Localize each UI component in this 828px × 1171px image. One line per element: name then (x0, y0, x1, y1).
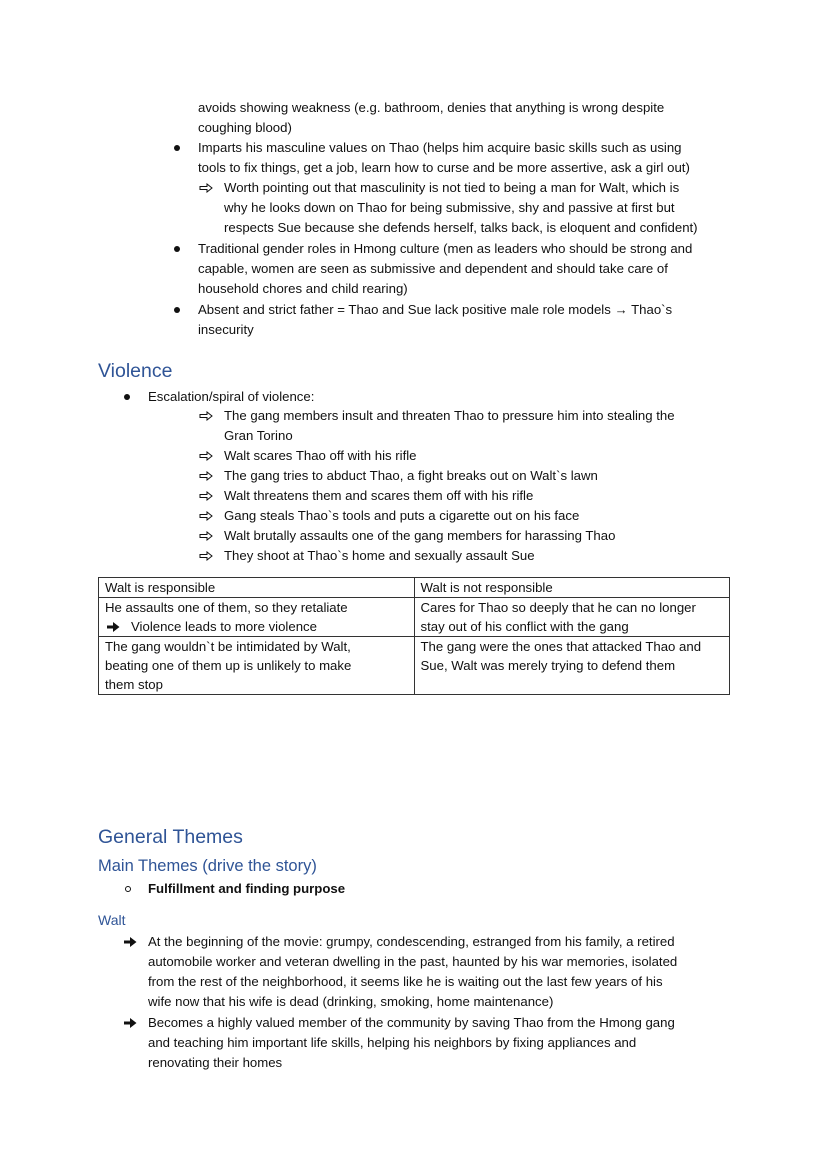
violence-step: The gang tries to abduct Thao, a fight breaks out on Walt`s lawn (224, 468, 598, 483)
table-cell-text: beating one of them up is unlikely to make (105, 658, 352, 673)
table-cell-text: Sue, Walt was merely trying to defend them (420, 658, 676, 673)
outline-arrow-icon (199, 451, 213, 461)
table-cell (99, 598, 415, 637)
table-cell-text: He assaults one of them, so they retaliate (105, 600, 348, 615)
text-line: tools to fix things, get a job, learn how to curse and be more assertive, ask a girl out) (198, 160, 690, 175)
section-heading-general-themes: General Themes (98, 826, 243, 848)
text-line: capable, women are seen as submissive and dependent and should take care of (198, 261, 668, 276)
text-line: Escalation/spiral of violence: (148, 389, 315, 404)
text-line: insecurity (198, 322, 254, 337)
text-line: wife now that his wife is dead (drinking, smoking, home maintenance) (148, 994, 554, 1009)
outline-arrow-icon (199, 471, 213, 481)
table-cell (99, 637, 415, 695)
text-line: household chores and child rearing) (198, 281, 408, 296)
outline-arrow-icon (199, 183, 213, 193)
bullet-dot-icon (174, 307, 180, 313)
theme-item: Fulfillment and finding purpose (148, 881, 346, 896)
text-line: Absent and strict father = Thao and Sue lack positive male role models → Thao`s (198, 302, 673, 317)
text-line: At the beginning of the movie: grumpy, condescending, estranged from his family, a retired (148, 934, 675, 949)
text-line: Becomes a highly valued member of the community by saving Thao from the Hmong gang (148, 1015, 675, 1030)
table-cell-text: Cares for Thao so deeply that he can no longer (420, 600, 696, 615)
violence-step: They shoot at Thao`s home and sexually assault Sue (224, 548, 535, 563)
outline-arrow-icon (199, 511, 213, 521)
text-line: and teaching him important life skills, helping his neighbors by fixing appliances and (148, 1035, 637, 1050)
text-line: why he looks down on Thao for being submissive, shy and passive at first but (224, 200, 675, 215)
table-row (99, 598, 730, 637)
outline-arrow-icon (199, 491, 213, 501)
table-cell-text: The gang wouldn`t be intimidated by Walt, (105, 639, 351, 654)
table-cell (414, 637, 730, 695)
violence-step: Walt threatens them and scares them off with his rifle (224, 488, 534, 503)
bullet-dot-icon (124, 394, 130, 400)
bullet-dot-icon (174, 246, 180, 252)
bold-arrow-icon (124, 1017, 137, 1029)
table-cell-text: them stop (105, 677, 163, 692)
subheading-main-themes: Main Themes (drive the story) (98, 857, 317, 875)
hollow-bullet-icon (125, 886, 131, 892)
violence-step: Walt scares Thao off with his rifle (224, 448, 417, 463)
bold-arrow-icon (124, 936, 137, 948)
subheading-walt: Walt (98, 912, 126, 928)
table-row (99, 578, 730, 598)
table-cell-text: stay out of his conflict with the gang (420, 619, 629, 634)
table-header-text: Walt is responsible (105, 580, 216, 595)
bold-arrow-icon (107, 621, 120, 633)
text-line: coughing blood) (198, 120, 292, 135)
section-heading-violence: Violence (98, 360, 173, 382)
table-cell-text: Violence leads to more violence (131, 619, 317, 634)
text-line: renovating their homes (148, 1055, 283, 1070)
violence-step: Gran Torino (224, 428, 293, 443)
text-line: respects Sue because she defends herself, talks back, is eloquent and confident) (224, 220, 698, 235)
text-line: Traditional gender roles in Hmong culture (men as leaders who should be strong and (198, 241, 693, 256)
table-header-cell (414, 578, 730, 598)
table-header-cell (99, 578, 415, 598)
table-cell (414, 598, 730, 637)
violence-step: The gang members insult and threaten Thao to pressure him into stealing the (224, 408, 675, 423)
outline-arrow-icon (199, 551, 213, 561)
table-cell-text: The gang were the ones that attacked Thao and (420, 639, 702, 654)
table-header-text: Walt is not responsible (420, 580, 553, 595)
violence-step: Gang steals Thao`s tools and puts a cigarette out on his face (224, 508, 580, 523)
text-line: avoids showing weakness (e.g. bathroom, denies that anything is wrong despite (198, 100, 665, 115)
text-line: Worth pointing out that masculinity is not tied to being a man for Walt, which is (224, 180, 680, 195)
text-line: automobile worker and veteran dwelling in the past, haunted by his war memories, isolated (148, 954, 678, 969)
text-line: from the rest of the neighborhood, it seems like he is waiting out the last few years of his (148, 974, 663, 989)
table-cell-arrow-line (105, 617, 408, 636)
responsibility-table (98, 577, 730, 695)
violence-step: Walt brutally assaults one of the gang members for harassing Thao (224, 528, 616, 543)
bullet-dot-icon (174, 145, 180, 151)
text-line: Imparts his masculine values on Thao (helps him acquire basic skills such as using (198, 140, 682, 155)
outline-arrow-icon (199, 531, 213, 541)
outline-arrow-icon (199, 411, 213, 421)
table-row (99, 637, 730, 695)
